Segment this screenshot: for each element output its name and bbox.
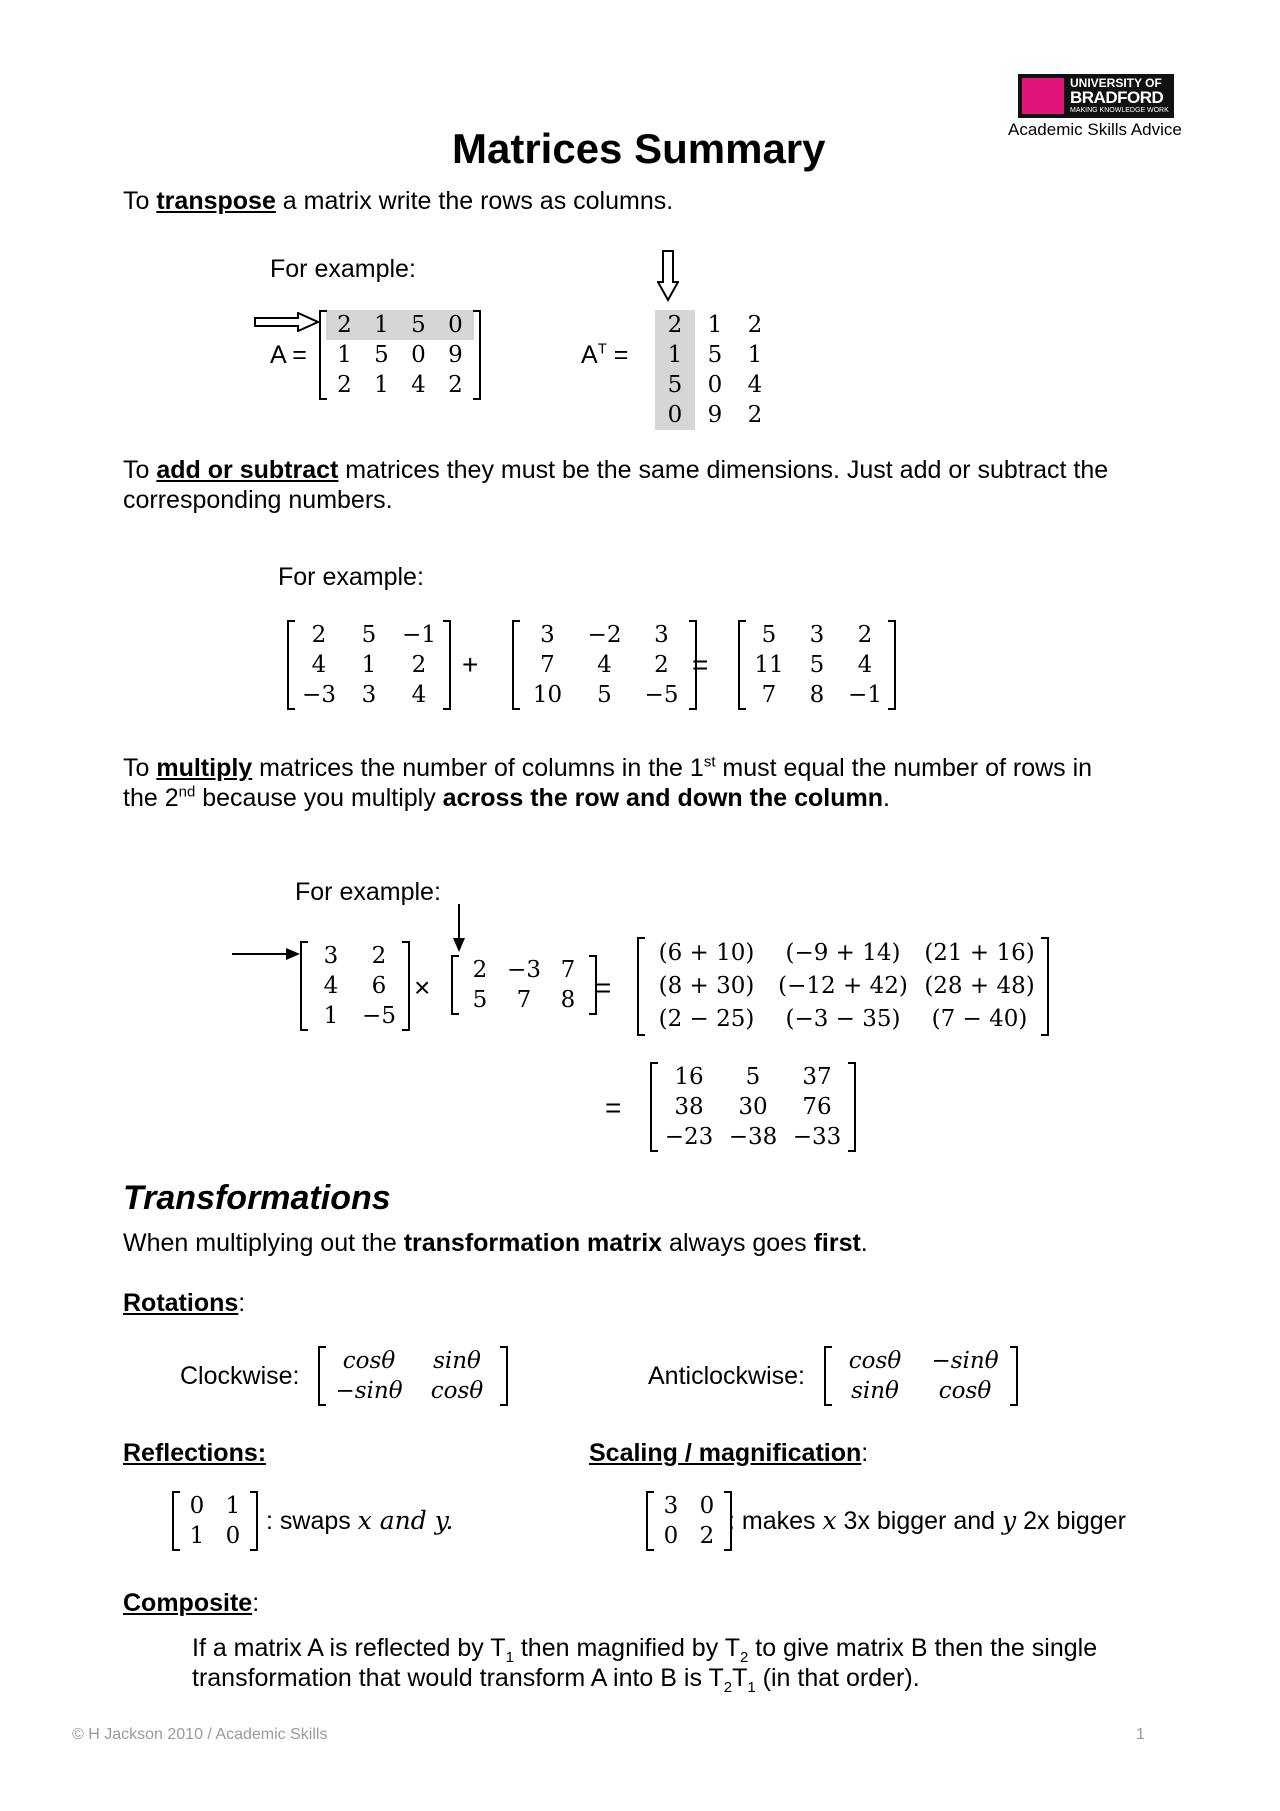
matrix-cell: 7 — [761, 682, 777, 708]
matrix-cell: 0 — [437, 310, 474, 340]
transformations-intro: When multiplying out the transformation matrix always goes first. — [123, 1229, 868, 1257]
multiply-expanded-matrix — [637, 937, 1049, 1036]
matrix-cell: cosθ — [430, 1378, 484, 1404]
matrix-cell: 4 — [323, 973, 339, 999]
matrix-cell: 1 — [337, 342, 352, 368]
composite-line1: If a matrix A is reflected by $T_1$ then magnified by $T_2$ to give matrix B then the single — [192, 1634, 1098, 1666]
matrix-cell: 30 — [738, 1094, 768, 1120]
matrix-cell: −5 — [644, 682, 679, 708]
matrix-cell: 1 — [655, 340, 695, 370]
department-label: Academic Skills Advice — [1008, 120, 1182, 139]
matrix-cell: 3 — [361, 682, 377, 708]
matrix-cell: 3 — [663, 1493, 679, 1519]
matrix-cell: 2 — [655, 310, 695, 340]
matrix-cell: (2 − 25) — [658, 1006, 755, 1032]
matrix-cell: 5 — [400, 310, 437, 340]
matrix-cell: −38 — [728, 1124, 778, 1150]
matrix-cell: 3 — [654, 622, 669, 648]
matrix-cell: 2 — [472, 957, 488, 983]
clockwise-label: Clockwise: — [180, 1362, 300, 1390]
matrix-cell: 0 — [225, 1523, 241, 1549]
matrix-cell: cosθ — [342, 1348, 396, 1374]
multiply-intro-line2: the 2nd because you multiply across the row and down the column. — [123, 783, 890, 812]
scaling-description: : makes x 3x bigger and y 2x bigger — [728, 1506, 1126, 1535]
matrix-cell: 7 — [540, 652, 555, 678]
matrix-cell: 1 — [189, 1523, 205, 1549]
transpose-intro: To transpose a matrix write the rows as columns. — [123, 187, 674, 215]
matrix-cell: 2 — [337, 372, 352, 398]
matrix-cell: 1 — [225, 1493, 241, 1519]
matrix-cell: 3 — [809, 622, 825, 648]
multiply-keyword: multiply — [156, 754, 253, 782]
matrix-cell: 1 — [707, 312, 723, 338]
multiply-intro-line1: To multiply matrices the number of columns in the 1st must equal the number of rows in — [123, 753, 1093, 782]
matrix-cell: 10 — [532, 682, 563, 708]
scaling-heading: Scaling / magnification: — [589, 1439, 869, 1467]
matrix-cell: 2 — [411, 652, 427, 678]
add-result-matrix — [738, 620, 896, 710]
scaling-matrix — [646, 1491, 732, 1551]
add-matrix-2 — [512, 620, 697, 710]
matrix-cell: 0 — [655, 400, 695, 430]
matrix-a-label: A = — [270, 341, 307, 369]
matrix-cell: 1 — [323, 1003, 339, 1029]
matrix-cell: (6 + 10) — [658, 940, 755, 966]
matrix-cell: sinθ — [851, 1378, 899, 1404]
matrix-cell: (−9 + 14) — [785, 940, 901, 966]
matrix-cell: 9 — [707, 402, 723, 428]
add-subtract-keyword: add or subtract — [156, 456, 339, 484]
matrix-cell: 1 — [747, 342, 763, 368]
matrix-cell: −3 — [302, 682, 336, 708]
matrix-cell: 0 — [707, 372, 723, 398]
matrix-cell: −2 — [587, 622, 622, 648]
equals-sign-2: = — [605, 1092, 622, 1123]
matrix-cell: −5 — [362, 1003, 396, 1029]
matrix-cell: 5 — [361, 622, 377, 648]
transpose-example-label: For example: — [270, 255, 416, 283]
matrix-cell: 9 — [448, 342, 463, 368]
matrix-cell: (−3 − 35) — [785, 1006, 901, 1032]
add-subtract-intro-line2: corresponding numbers. — [123, 486, 393, 514]
logo-line2: BRADFORD — [1070, 88, 1164, 107]
matrix-cell: −sinθ — [335, 1378, 403, 1404]
matrix-cell: 0 — [699, 1493, 715, 1519]
matrix-cell: 2 — [857, 622, 873, 648]
matrix-cell: 2 — [311, 622, 327, 648]
matrix-cell: 2 — [747, 312, 763, 338]
matrix-cell: 1 — [363, 310, 400, 340]
matrix-cell: 5 — [655, 370, 695, 400]
reflections-heading: Reflections: — [123, 1439, 267, 1467]
matrix-cell: (28 + 48) — [924, 973, 1035, 999]
equals-sign: = — [595, 972, 612, 1003]
page-number: 1 — [1136, 1726, 1145, 1743]
matrix-cell: 1 — [361, 652, 377, 678]
matrix-cell: 2 — [654, 652, 669, 678]
matrix-cell: 3 — [540, 622, 555, 648]
matrix-cell: 4 — [747, 372, 763, 398]
matrix-cell: −33 — [792, 1124, 842, 1150]
logo-line3: MAKING KNOWLEDGE WORK — [1070, 107, 1169, 114]
matrix-cell: 8 — [560, 987, 576, 1013]
clockwise-rotation-matrix — [318, 1346, 508, 1406]
matrix-cell: (−12 + 42) — [778, 973, 908, 999]
matrix-cell: 4 — [857, 652, 873, 678]
matrix-cell: 37 — [802, 1064, 832, 1090]
matrix-cell: 76 — [802, 1094, 832, 1120]
matrix-cell: 0 — [663, 1523, 679, 1549]
page-title: Matrices Summary — [452, 125, 826, 172]
matrix-cell: 2 — [747, 402, 763, 428]
matrix-cell: 5 — [707, 342, 723, 368]
add-subtract-example-label: For example: — [278, 563, 424, 591]
matrix-cell: (21 + 16) — [924, 940, 1035, 966]
matrix-cell: 0 — [411, 342, 426, 368]
matrix-cell: (8 + 30) — [658, 973, 755, 999]
anticlockwise-label: Anticlockwise: — [648, 1362, 805, 1390]
reflection-matrix — [172, 1491, 258, 1551]
transpose-keyword: transpose — [156, 187, 276, 215]
matrix-cell: −23 — [664, 1124, 714, 1150]
matrix-cell: (7 − 40) — [931, 1006, 1028, 1032]
composite-heading: Composite: — [123, 1589, 260, 1617]
composite-line2: transformation that would transform A into B is $T_2T_1$ (in that order). — [192, 1664, 920, 1696]
matrix-cell: −3 — [507, 957, 541, 983]
row-arrow-icon — [232, 946, 302, 962]
footer-copyright: © H Jackson 2010 / Academic Skills — [72, 1726, 328, 1743]
matrix-cell: 2 — [448, 372, 463, 398]
plus-sign: + — [462, 649, 479, 680]
matrix-cell: 4 — [311, 652, 327, 678]
matrix-cell: 4 — [597, 652, 612, 678]
matrix-cell: 38 — [674, 1094, 704, 1120]
times-sign: × — [414, 972, 431, 1003]
rotations-heading: Rotations: — [123, 1289, 246, 1317]
multiply-result-matrix — [650, 1062, 856, 1152]
matrix-cell: −sinθ — [931, 1348, 999, 1374]
add-subtract-intro-line1: To add or subtract matrices they must be the same dimensions. Just add or subtract the — [123, 456, 1109, 484]
matrix-cell: 2 — [371, 943, 387, 969]
matrix-cell: 5 — [472, 987, 488, 1013]
matrix-cell: cosθ — [938, 1378, 992, 1404]
matrix-a — [319, 310, 481, 400]
matrix-cell: 16 — [674, 1064, 704, 1090]
matrix-cell: 1 — [374, 372, 389, 398]
column-arrow-icon — [657, 250, 679, 302]
row-arrow-icon — [254, 312, 320, 332]
matrix-cell: 3 — [323, 943, 339, 969]
multiply-matrix-2 — [451, 955, 597, 1015]
column-arrow-icon — [451, 904, 467, 954]
matrix-cell: 11 — [754, 652, 784, 678]
anticlockwise-rotation-matrix — [824, 1346, 1018, 1406]
university-logo — [1018, 74, 1174, 118]
matrix-cell: 4 — [411, 682, 427, 708]
matrix-cell: 0 — [189, 1493, 205, 1519]
matrix-cell: 4 — [411, 372, 426, 398]
matrix-cell: 6 — [371, 973, 387, 999]
multiply-example-label: For example: — [295, 878, 441, 906]
matrix-cell: 7 — [516, 987, 532, 1013]
matrix-cell: −1 — [402, 622, 436, 648]
add-matrix-1 — [287, 620, 451, 710]
equals-sign: = — [692, 649, 709, 680]
matrix-cell: cosθ — [848, 1348, 902, 1374]
logo-mark-icon — [1022, 78, 1064, 114]
matrix-cell: 5 — [374, 342, 389, 368]
matrix-cell: 8 — [809, 682, 825, 708]
reflection-description: : swaps x and y. — [266, 1506, 454, 1535]
matrix-cell: −1 — [848, 682, 882, 708]
transformations-heading: Transformations — [123, 1179, 391, 1217]
matrix-cell: 5 — [745, 1064, 761, 1090]
matrix-at-label: $A^T$ = — [581, 340, 629, 369]
matrix-cell: 5 — [809, 652, 825, 678]
matrix-cell: sinθ — [433, 1348, 481, 1374]
matrix-cell: 2 — [699, 1523, 715, 1549]
matrix-cell: 7 — [560, 957, 576, 983]
matrix-cell: 5 — [597, 682, 612, 708]
matrix-a-transpose — [655, 310, 775, 430]
multiply-matrix-1 — [300, 941, 410, 1031]
matrix-cell: 5 — [761, 622, 777, 648]
matrix-cell: 2 — [326, 310, 363, 340]
logo-line1: UNIVERSITY OF — [1070, 76, 1162, 90]
